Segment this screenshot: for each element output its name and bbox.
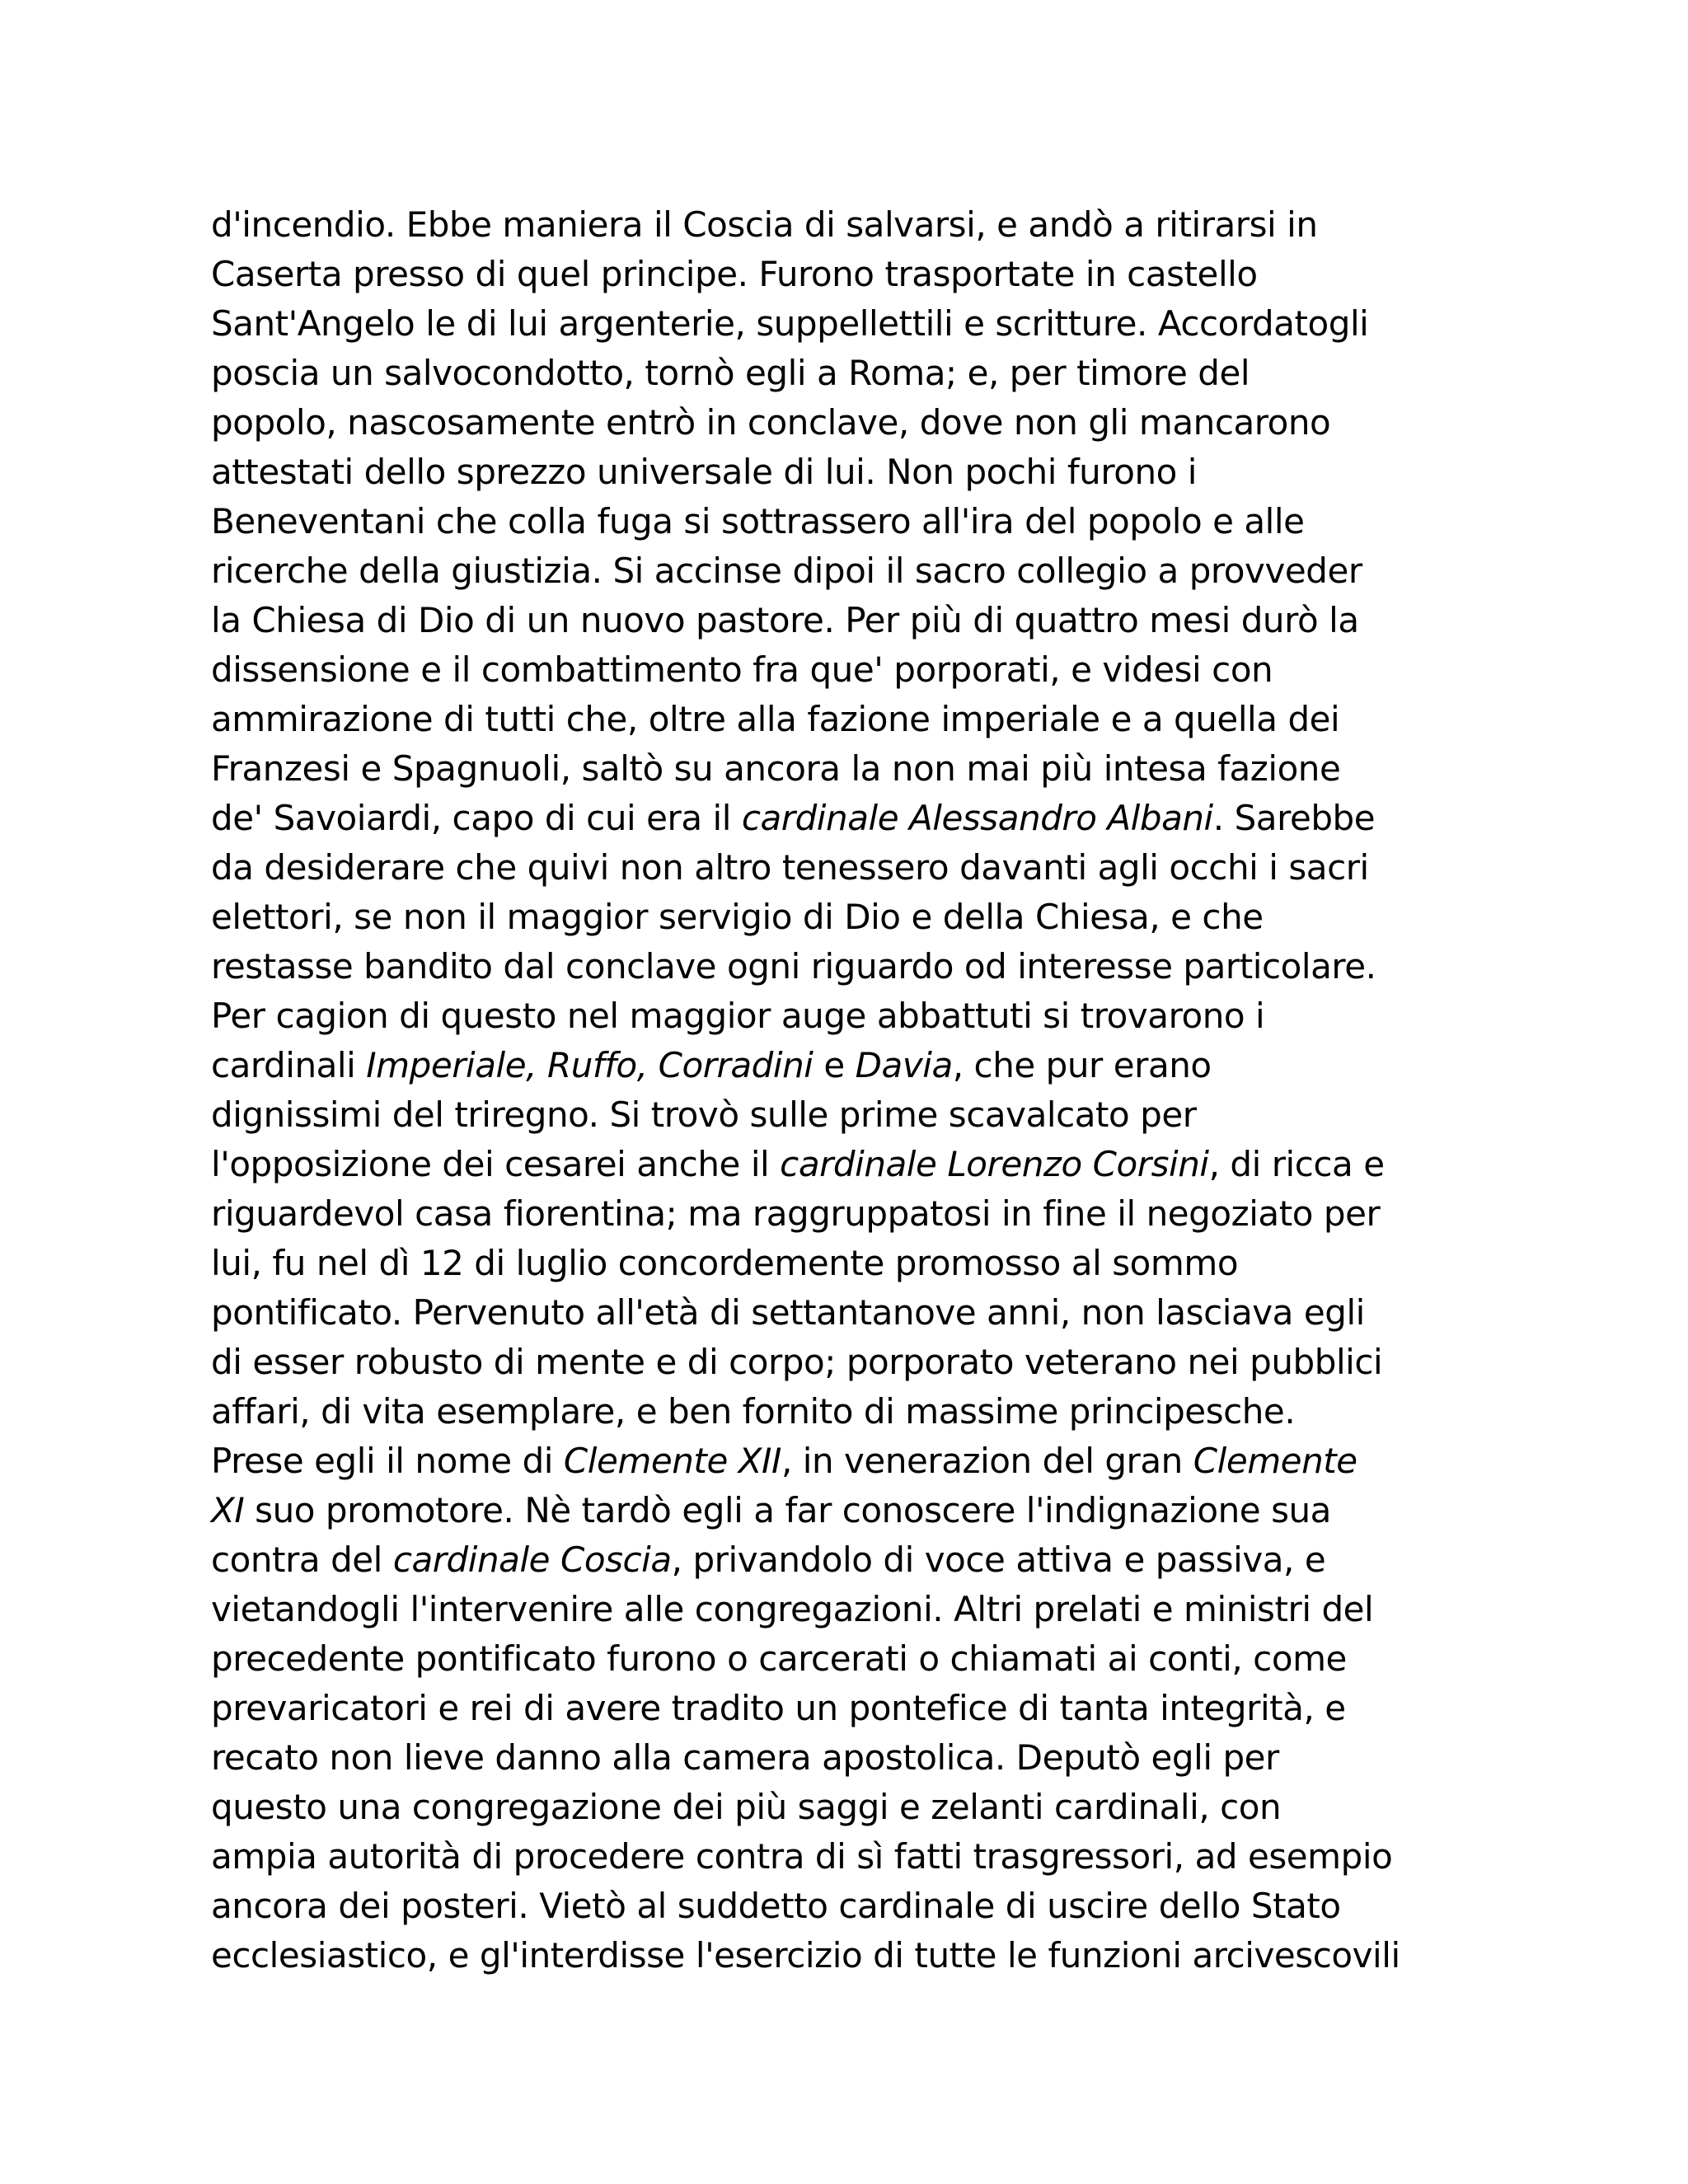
- text-line: [211, 695, 1497, 744]
- text-run: di esser robusto di mente e di corpo; porporato veterano nei pubblici: [211, 1342, 1383, 1382]
- text-run: , che pur erano: [952, 1045, 1212, 1085]
- italic-text: cardinale Coscia: [392, 1540, 672, 1580]
- text-run: vietandogli l'intervenire alle congregazioni. Altri prelati e ministri del: [211, 1589, 1374, 1629]
- text-run: prevaricatori e rei di avere tradito un pontefice di tanta integrità, e: [211, 1688, 1346, 1728]
- text-line: [211, 1041, 1497, 1090]
- text-line: [211, 448, 1497, 497]
- text-run: riguardevol casa fiorentina; ma raggruppatosi in fine il negoziato per: [211, 1193, 1381, 1234]
- text-run: la Chiesa di Dio di un nuovo pastore. Per più di quattro mesi durò la: [211, 600, 1359, 640]
- text-run: dignissimi del triregno. Si trovò sulle prime scavalcato per: [211, 1094, 1197, 1135]
- text-run: Beneventani che colla fuga si sottrassero all'ira del popolo e alle: [211, 501, 1305, 541]
- text-line: [211, 497, 1497, 546]
- text-line: [211, 1140, 1497, 1189]
- italic-text: Clemente: [1193, 1441, 1357, 1481]
- text-run: de' Savoiardi, capo di cui era il: [211, 798, 742, 838]
- text-line: [211, 1634, 1497, 1684]
- italic-text: XI: [211, 1490, 245, 1530]
- text-line: [211, 299, 1497, 349]
- text-run: dissensione e il combattimento fra que' porporati, e videsi con: [211, 649, 1273, 690]
- text-run: ampia autorità di procedere contra di sì fatti trasgressori, ad esempio: [211, 1836, 1393, 1877]
- text-line: [211, 1288, 1497, 1338]
- text-run: popolo, nascosamente entrò in conclave, dove non gli mancarono: [211, 402, 1331, 443]
- text-line: [211, 1684, 1497, 1733]
- text-line: [211, 1783, 1497, 1832]
- text-line: [211, 349, 1497, 398]
- text-run: affari, di vita esemplare, e ben fornito di massime principesche.: [211, 1391, 1296, 1432]
- text-line: [211, 1832, 1497, 1882]
- text-run: e: [813, 1045, 856, 1085]
- italic-text: cardinale Lorenzo Corsini: [780, 1144, 1209, 1184]
- italic-text: Imperiale, Ruffo, Corradini: [366, 1045, 814, 1085]
- text-line: [211, 942, 1497, 991]
- italic-text: Davia: [855, 1045, 953, 1085]
- text-run: Sant'Angelo le di lui argenterie, suppellettili e scritture. Accordatogli: [211, 303, 1369, 344]
- text-run: Caserta presso di quel principe. Furono trasportate in castello: [211, 254, 1258, 294]
- text-line: [211, 893, 1497, 942]
- text-run: attestati dello sprezzo universale di lui. Non pochi furono i: [211, 452, 1198, 492]
- text-run: contra del: [211, 1540, 393, 1580]
- text-line: [211, 1090, 1497, 1140]
- text-run: Franzesi e Spagnuoli, saltò su ancora la non mai più intesa fazione: [211, 748, 1341, 789]
- body-text: [211, 200, 1497, 1980]
- text-line: [211, 1931, 1497, 1980]
- text-line: [211, 1733, 1497, 1783]
- text-run: suo promotore. Nè tardò egli a far conoscere l'indignazione sua: [244, 1490, 1331, 1530]
- italic-text: cardinale Alessandro Albani: [741, 798, 1213, 838]
- text-line: [211, 1239, 1497, 1288]
- text-line: [211, 744, 1497, 794]
- text-run: cardinali: [211, 1045, 367, 1085]
- text-line: [211, 1882, 1497, 1931]
- text-line: [211, 1585, 1497, 1634]
- text-line: [211, 546, 1497, 596]
- text-run: Prese egli il nome di: [211, 1441, 564, 1481]
- text-line: [211, 200, 1497, 250]
- text-run: restasse bandito dal conclave ogni riguardo od interesse particolare.: [211, 946, 1376, 987]
- text-line: [211, 991, 1497, 1041]
- text-run: ammirazione di tutti che, oltre alla fazione imperiale e a quella dei: [211, 699, 1340, 739]
- text-line: [211, 1189, 1497, 1239]
- text-run: l'opposizione dei cesarei anche il: [211, 1144, 781, 1184]
- text-line: [211, 398, 1497, 448]
- text-line: [211, 1338, 1497, 1387]
- text-run: , in venerazion del gran: [781, 1441, 1193, 1481]
- text-run: ancora dei posteri. Vietò al suddetto cardinale di uscire dello Stato: [211, 1886, 1341, 1926]
- text-line: [211, 1436, 1497, 1486]
- text-run: . Sarebbe: [1212, 798, 1376, 838]
- text-run: d'incendio. Ebbe maniera il Coscia di salvarsi, e andò a ritirarsi in: [211, 204, 1318, 245]
- text-line: [211, 794, 1497, 843]
- text-line: [211, 1535, 1497, 1585]
- text-run: pontificato. Pervenuto all'età di settantanove anni, non lasciava egli: [211, 1292, 1365, 1333]
- text-run: elettori, se non il maggior servigio di Dio e della Chiesa, e che: [211, 897, 1264, 937]
- text-line: [211, 250, 1497, 299]
- text-run: , privandolo di voce attiva e passiva, e: [671, 1540, 1326, 1580]
- text-line: [211, 1387, 1497, 1436]
- text-line: [211, 1486, 1497, 1535]
- text-run: poscia un salvocondotto, tornò egli a Roma; e, per timore del: [211, 353, 1250, 393]
- text-run: , di ricca e: [1208, 1144, 1385, 1184]
- text-run: recato non lieve danno alla camera apostolica. Deputò egli per: [211, 1737, 1279, 1778]
- text-line: [211, 645, 1497, 695]
- text-run: precedente pontificato furono o carcerati o chiamati ai conti, come: [211, 1638, 1347, 1679]
- text-run: questo una congregazione dei più saggi e zelanti cardinali, con: [211, 1787, 1282, 1827]
- text-run: ecclesiastico, e gl'interdisse l'esercizio di tutte le funzioni arcivescovili: [211, 1935, 1400, 1975]
- text-run: ricerche della giustizia. Si accinse dipoi il sacro collegio a provveder: [211, 551, 1362, 591]
- italic-text: Clemente XII: [563, 1441, 781, 1481]
- text-run: da desiderare che quivi non altro tenessero davanti agli occhi i sacri: [211, 847, 1369, 888]
- text-run: Per cagion di questo nel maggior auge abbattuti si trovarono i: [211, 996, 1265, 1036]
- text-run: lui, fu nel dì 12 di luglio concordemente promosso al sommo: [211, 1243, 1239, 1283]
- text-line: [211, 596, 1497, 645]
- text-line: [211, 843, 1497, 893]
